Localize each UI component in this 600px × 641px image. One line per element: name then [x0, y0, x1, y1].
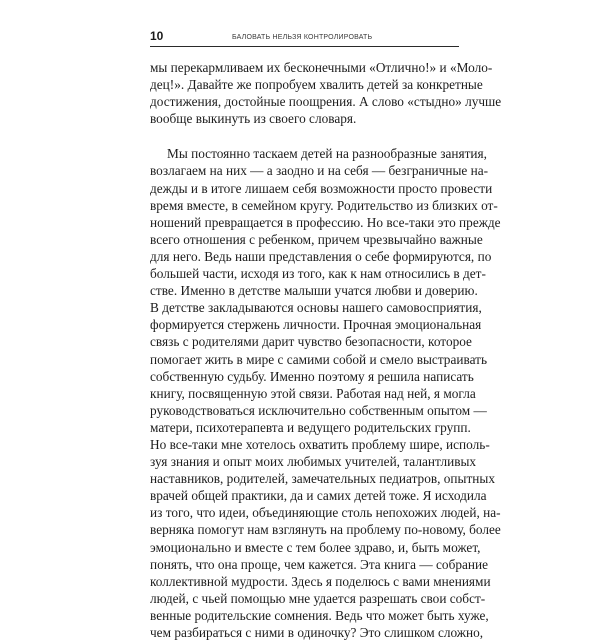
text-line: возлагаем на них — а заодно и на себя — безграничные на- — [150, 163, 489, 179]
text-line: венные родительские сомнения. Ведь что может быть хуже, — [150, 607, 489, 623]
text-line: матери, психотерапевта и ведущего родительских групп. — [150, 419, 471, 435]
text-line: Мы постоянно таскаем детей на разнообразные занятия, — [167, 146, 487, 162]
text-line: книгу, посвященную этой связи. Работая над ней, я могла — [150, 385, 476, 401]
text-line: собственную судьбу. Именно поэтому я решила написать — [150, 368, 474, 384]
paragraph-spacer — [150, 127, 459, 145]
text-line: из того, что идеи, объединяющие столь непохожих людей, на- — [150, 505, 501, 521]
text-line: вообще выкинуть из своего словаря. — [150, 111, 357, 127]
text-line: большей части, исходя из того, как к нам относились в дет- — [150, 266, 486, 282]
text-line: связь с родителями дарит чувство безопасности, которое — [150, 334, 472, 350]
running-head — [150, 30, 459, 47]
text-line: ношений превращается в профессию. Но все-таки это прежде — [150, 214, 501, 230]
text-line: эмоционально и вместе с тем более здраво, и, быть может, — [150, 539, 481, 555]
text-line: формируется стержень личности. Прочная эмоциональная — [150, 317, 482, 333]
text-line: верняка помогут нам взглянуть на проблему по-новому, более — [150, 522, 501, 538]
paragraph-1 — [150, 59, 502, 127]
text-line: зуя знания и опыт моих любимых учителей, талантливых — [150, 454, 477, 470]
text-line: врачей общей практики, да и самих детей тоже. Я исходила — [150, 488, 487, 504]
text-line: В детстве закладываются основы нашего самовосприятия, — [150, 300, 482, 316]
text-line: помогает жить в мире с самими собой и смело выстраивать — [150, 351, 488, 367]
text-line: коллективной мудрости. Здесь я поделюсь с вами мнениями — [150, 573, 491, 589]
text-line: всего отношения с ребенком, причем чрезвычайно важные — [150, 231, 483, 247]
text-line: мы перекармливаем их бесконечными «Отлично!» и «Моло- — [150, 60, 493, 75]
text-line: людей, с чьей помощью мне удается разрешать свои собст- — [150, 590, 486, 606]
paragraph-2 — [150, 145, 501, 641]
book-title: БАЛОВАТЬ НЕЛЬЗЯ КОНТРОЛИРОВАТЬ — [232, 34, 373, 41]
text-line: для него. Ведь наши представления о себе формируются, по — [150, 248, 492, 264]
page-number: 10 — [150, 29, 164, 43]
body-text — [150, 59, 502, 641]
text-line: понять, что она проще, чем кажется. Эта книга — собрание — [150, 556, 489, 572]
text-line: достижения, достойные поощрения. А слово «стыдно» лучше — [150, 94, 502, 110]
text-line: наставников, родителей, замечательных педиатров, опытных — [150, 471, 495, 487]
text-line: руководствоваться исключительно собственным опытом — — [150, 402, 487, 418]
text-line: стве. Именно в детстве малыши учатся любви и доверию. — [150, 283, 478, 299]
text-line: Но все-таки мне хотелось охватить проблему шире, исполь- — [150, 436, 490, 452]
text-line: чем разбираться с ними в одиночку? Это слишком сложно, — [150, 625, 484, 640]
text-line: дежды и в итоге лишаем себя возможности просто провести — [150, 180, 493, 196]
text-line: время вместе, в семейном кругу. Родительство из близких от- — [150, 197, 498, 213]
text-line: дец!». Давайте же попробуем хвалить детей за конкретные — [150, 77, 483, 93]
